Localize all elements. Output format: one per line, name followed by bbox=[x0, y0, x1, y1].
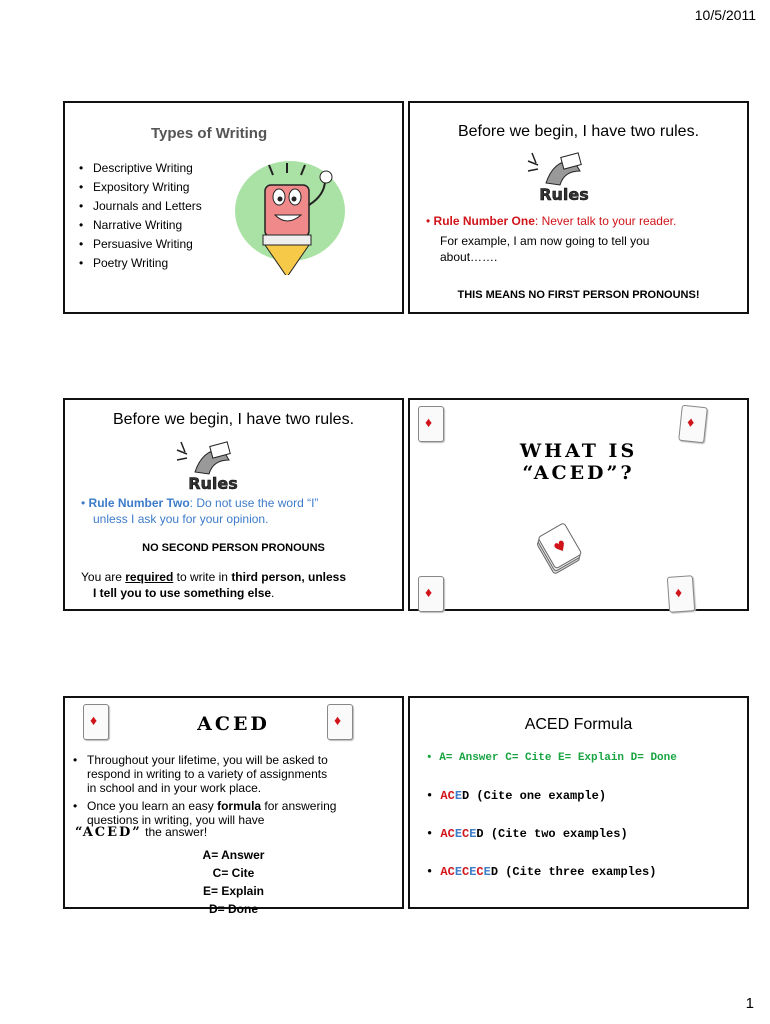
slide-title: WHAT IS “ACED”? bbox=[519, 440, 638, 484]
rules-logo-text: Rules bbox=[539, 185, 589, 204]
aced-bullets bbox=[73, 753, 393, 827]
emphasis-text: NO SECOND PERSON PRONOUNS bbox=[142, 542, 325, 554]
slide-rule-two bbox=[63, 398, 404, 611]
list-item: • Expository Writing bbox=[79, 178, 202, 197]
requirement-line-1: You are required to write in third person, unless bbox=[81, 570, 346, 584]
list-item: • Journals and Letters bbox=[79, 197, 202, 216]
slide-types-of-writing bbox=[63, 101, 404, 314]
slide-title: Before we begin, I have two rules. bbox=[112, 411, 355, 428]
rule-label: Rule Number One bbox=[433, 214, 535, 228]
list-item: • Poetry Writing bbox=[79, 254, 202, 273]
playing-card-icon bbox=[678, 405, 708, 444]
list-item: • Descriptive Writing bbox=[79, 159, 202, 178]
writing-types-list bbox=[79, 159, 202, 273]
slide-aced bbox=[63, 696, 404, 916]
slide-what-is-aced bbox=[408, 398, 749, 611]
formula-example-two: • ACECED (Cite two examples) bbox=[426, 827, 628, 841]
rules-logo-text: Rules bbox=[188, 474, 238, 493]
svg-text:♥: ♥ bbox=[551, 537, 571, 558]
slide-aced-formula bbox=[408, 696, 749, 909]
formula-example-one: • ACED (Cite one example) bbox=[426, 789, 607, 803]
example-line-1: For example, I am now going to tell you bbox=[440, 234, 650, 248]
example-line-2: about……. bbox=[440, 250, 498, 264]
playing-card-icon bbox=[667, 575, 695, 613]
slide-rule-one bbox=[408, 101, 749, 314]
page-number: 1 bbox=[745, 995, 754, 1012]
definition-done: D= Done bbox=[208, 902, 258, 916]
definition-answer: A= Answer bbox=[202, 848, 265, 862]
list-item: • Narrative Writing bbox=[79, 216, 202, 235]
aced-definitions bbox=[65, 846, 402, 918]
rule-text: : Do not use the word “I” bbox=[189, 496, 319, 510]
rules-logo-icon bbox=[173, 438, 253, 494]
definition-explain: E= Explain bbox=[202, 884, 265, 898]
formula-example-three: • ACECECED (Cite three examples) bbox=[426, 865, 657, 879]
requirement-line-2: I tell you to use something else. bbox=[93, 586, 275, 600]
slide-title: ACED Formula bbox=[524, 716, 633, 733]
rule-two: • Rule Number Two: Do not use the word “I” bbox=[81, 496, 319, 510]
rule-text: : Never talk to your reader. bbox=[534, 214, 677, 228]
rules-logo-icon bbox=[524, 149, 604, 205]
pencil-mascot-icon bbox=[225, 155, 375, 275]
card-deck-icon bbox=[532, 522, 588, 574]
rule-one: • Rule Number One: Never talk to your reader. bbox=[426, 214, 677, 228]
playing-card-icon bbox=[418, 576, 444, 612]
header-date: 10/5/2011 bbox=[694, 7, 756, 23]
slide-title: Before we begin, I have two rules. bbox=[457, 123, 700, 140]
aced-answer-line: “ACED” the answer! bbox=[75, 825, 208, 840]
emphasis-text: THIS MEANS NO FIRST PERSON PRONOUNS! bbox=[457, 289, 700, 301]
formula-line: • A= Answer C= Cite E= Explain D= Done bbox=[426, 752, 677, 764]
rule-text-2: unless I ask you for your opinion. bbox=[93, 512, 269, 526]
list-item: • Once you learn an easy formula for answering questions in writing, you will have bbox=[73, 799, 393, 827]
slide-title: Types of Writing bbox=[151, 125, 268, 142]
rule-label: Rule Number Two bbox=[88, 496, 190, 510]
playing-card-icon bbox=[418, 406, 444, 442]
slide-title: ACED bbox=[197, 713, 270, 735]
aced-word: “ACED” bbox=[75, 825, 142, 840]
definition-cite: C= Cite bbox=[212, 866, 255, 880]
list-item: • Persuasive Writing bbox=[79, 235, 202, 254]
list-item: • Throughout your lifetime, you will be asked to respond in writing to a variety of assignments in school and in your work place. bbox=[73, 753, 393, 795]
